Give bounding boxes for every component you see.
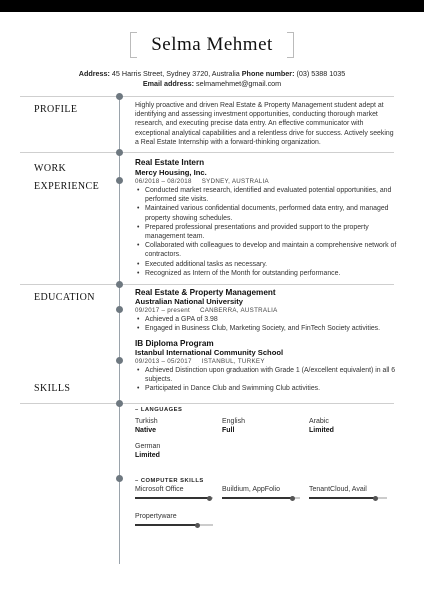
computer-skill-name: TenantCloud, Avail xyxy=(309,486,367,493)
work-bullets xyxy=(135,186,407,278)
skills-timeline-dot xyxy=(116,400,123,407)
list-item: • Executed additional tasks as necessary. xyxy=(145,260,407,269)
list-item: • Engaged in Business Club, Marketing Society, and FinTech Society activities. xyxy=(145,324,407,333)
edu2-meta xyxy=(135,358,265,365)
edu2-entry-dot xyxy=(116,357,123,364)
edu1-location: CANBERRA, AUSTRALIA xyxy=(199,307,278,314)
skills-heading: SKILLS xyxy=(34,383,71,394)
computer-skills-subheading: – COMPUTER SKILLS xyxy=(135,478,204,484)
edu2-location: ISTANBUL, TURKEY xyxy=(201,358,265,365)
skill-bar-fill xyxy=(135,524,197,526)
skill-bar-knob xyxy=(195,523,200,528)
list-item: • Achieved a GPA of 3.98 xyxy=(145,315,407,324)
contact-line-1 xyxy=(0,69,424,78)
skill-bar-fill xyxy=(309,497,375,499)
languages-subheading: – LANGUAGES xyxy=(135,407,183,413)
education-timeline-dot xyxy=(116,281,123,288)
edu1-title: Real Estate & Property Management xyxy=(135,288,276,297)
profile-divider xyxy=(20,96,394,97)
edu2-dates: 09/2013 – 05/2017 xyxy=(135,358,192,365)
edu2-title: IB Diploma Program xyxy=(135,339,214,348)
edu1-meta xyxy=(135,307,278,314)
language-level: Limited xyxy=(309,427,334,434)
language-item xyxy=(222,417,245,435)
edu1-dates: 09/2017 – present xyxy=(135,307,190,314)
candidate-name: Selma Mehmet xyxy=(151,34,273,55)
skill-bar-fill xyxy=(222,497,292,499)
name-frame xyxy=(130,32,294,58)
language-name: Turkish xyxy=(135,418,158,425)
language-level: Limited xyxy=(135,452,160,459)
skill-bar-knob xyxy=(290,496,295,501)
language-name: German xyxy=(135,443,161,450)
address-value: 45 Harris Street, Sydney 3720, Australia xyxy=(111,69,240,78)
phone-value: (03) 5388 1035 xyxy=(296,69,346,78)
phone-label: Phone number: xyxy=(241,69,295,78)
computer-skill-bar xyxy=(135,524,213,526)
skill-bar-knob xyxy=(373,496,378,501)
list-item: • Prepared professional presentations and provided support to the property management team. xyxy=(145,223,407,241)
education-divider xyxy=(20,284,394,285)
work-meta xyxy=(135,178,269,185)
edu1-entry-dot xyxy=(116,306,123,313)
work-timeline-dot xyxy=(116,149,123,156)
work-location: SYDNEY, AUSTRALIA xyxy=(201,178,269,185)
list-item: • Participated in Dance Club and Swimming Club activities. xyxy=(145,384,407,393)
edu2-institution: Istanbul International Community School xyxy=(135,348,284,357)
work-divider xyxy=(20,152,394,153)
top-accent-bar xyxy=(0,0,424,12)
computer-skill-name: Microsoft Office xyxy=(135,486,184,493)
work-heading-line1: WORK xyxy=(34,163,67,174)
language-name: Arabic xyxy=(309,418,329,425)
language-item xyxy=(135,417,158,435)
list-item: • Collaborated with colleagues to develop and maintain a comprehensive network of contractors. xyxy=(145,241,407,259)
list-item: • Conducted market research, identified and evaluated potential opportunities, and performed site visits. xyxy=(145,186,407,204)
address-label: Address: xyxy=(78,69,110,78)
work-organization: Mercy Housing, Inc. xyxy=(135,168,207,177)
computer-skill-bar xyxy=(135,497,213,499)
timeline-line xyxy=(119,96,120,564)
skill-bar-fill xyxy=(135,497,209,499)
work-job-title: Real Estate Intern xyxy=(135,158,205,167)
skill-bar-knob xyxy=(207,496,212,501)
list-item: • Maintained various confidential documents, performed data entry, and managed property showing schedules. xyxy=(145,204,407,222)
profile-heading: PROFILE xyxy=(34,104,78,115)
list-item: • Achieved Distinction upon graduation with Grade 1 (A/excellent equivalent) in all 6 subjects. xyxy=(145,366,407,384)
profile-timeline-dot xyxy=(116,93,123,100)
edu1-institution: Australian National University xyxy=(135,297,244,306)
skills-divider xyxy=(20,403,394,404)
computer-skill-name: Buildium, AppFolio xyxy=(222,486,280,493)
edu2-bullets xyxy=(135,366,407,394)
list-item: • Recognized as Intern of the Month for outstanding performance. xyxy=(145,269,407,278)
computer-skill-bar xyxy=(222,497,300,499)
language-item xyxy=(309,417,334,435)
computer-skill-name: Propertyware xyxy=(135,513,177,520)
email-value: selmamehmet@gmail.com xyxy=(195,79,282,88)
education-heading: EDUCATION xyxy=(34,292,95,303)
language-name: English xyxy=(222,418,245,425)
work-dates: 06/2018 – 08/2018 xyxy=(135,178,192,185)
language-item xyxy=(135,442,160,460)
language-level: Full xyxy=(222,427,235,434)
email-label: Email address: xyxy=(142,79,194,88)
work-heading-line2: EXPERIENCE xyxy=(34,181,100,192)
computer-skills-dot xyxy=(116,475,123,482)
contact-line-2 xyxy=(0,79,424,88)
language-level: Native xyxy=(135,427,157,434)
work-entry-dot xyxy=(116,177,123,184)
computer-skill-bar xyxy=(309,497,387,499)
edu1-bullets xyxy=(135,315,407,333)
profile-summary: Highly proactive and driven Real Estate & Property Management student adept at identifying and assessing investment opportunities, conducting thorough market research, and executing precise data entry. An effective communicator with exceptional analytical capabilities and a relentless drive for success. Actively seeking a Real Estate Internship with a forward-thinking organization. xyxy=(135,102,394,146)
